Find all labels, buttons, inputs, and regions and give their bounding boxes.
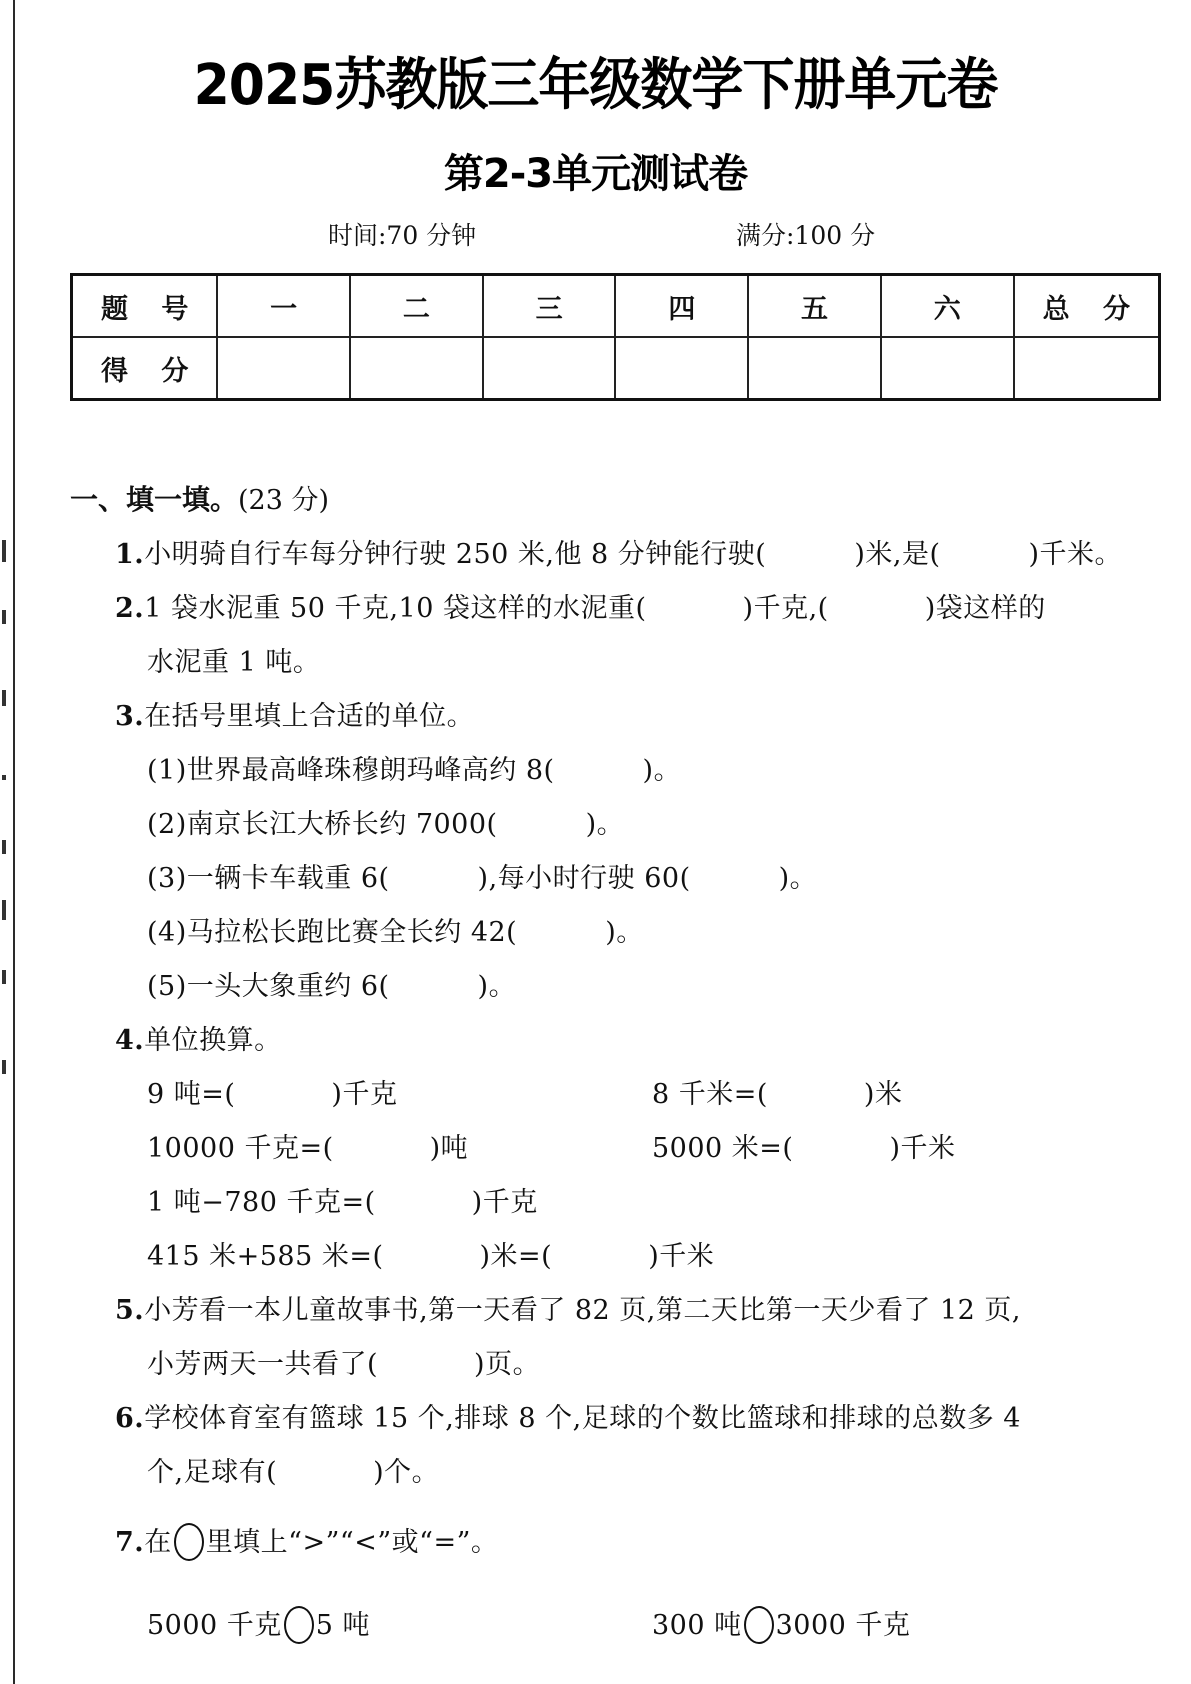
- conversion-text: )米=(: [479, 1241, 553, 1272]
- conversion-text: )吨: [429, 1133, 469, 1164]
- item-text: ),每小时行驶 60(: [477, 863, 691, 894]
- question-6-line-2: [147, 1450, 439, 1489]
- item-text: )。: [605, 917, 644, 948]
- conversion-text: )千米: [648, 1241, 715, 1272]
- conversion-row-4: [147, 1234, 714, 1273]
- conversion-row-1-right: [652, 1072, 902, 1111]
- exam-time: 时间:70 分钟: [328, 221, 477, 250]
- question-text: 1 袋水泥重 50 千克,10 袋这样的水泥重(: [144, 593, 647, 624]
- page-title: 2025苏教版三年级数学下册单元卷: [193, 53, 998, 118]
- conversion-text: 8 千米=(: [652, 1079, 768, 1110]
- question-3-item-5: [147, 964, 516, 1003]
- question-5: [115, 1288, 1021, 1327]
- header-cell-6: 六: [881, 275, 1014, 338]
- item-text: )。: [642, 755, 682, 786]
- question-3: [115, 694, 474, 733]
- section-title: 一、填一填。: [70, 483, 239, 516]
- item-text: )。: [477, 971, 517, 1002]
- margin-mark: [2, 775, 6, 780]
- margin-mark: [2, 900, 6, 920]
- question-text: 单位换算。: [144, 1025, 282, 1056]
- question-text: 在: [144, 1527, 172, 1558]
- question-text: )个。: [373, 1457, 440, 1488]
- compare-left: 5000 千克: [147, 1610, 282, 1641]
- question-2-line-2: 水泥重 1 吨。: [147, 647, 321, 678]
- item-text: )。: [778, 863, 818, 894]
- score-cell-5[interactable]: [748, 337, 881, 400]
- compare-item-2: [652, 1603, 910, 1646]
- score-row-label: 得 分: [72, 337, 218, 400]
- score-table-header-row: [72, 275, 1160, 338]
- conversion-text: 415 米+585 米=(: [147, 1241, 384, 1272]
- score-cell-total[interactable]: [1014, 337, 1160, 400]
- question-text: )袋这样的: [924, 593, 1046, 624]
- section-points: (23 分): [238, 485, 330, 516]
- compare-item-1: [147, 1603, 370, 1646]
- question-text: 个,足球有(: [147, 1457, 278, 1488]
- conversion-text: )千米: [889, 1133, 956, 1164]
- binding-margin-line: [13, 0, 15, 1684]
- item-text: (3)一辆卡车载重 6(: [147, 863, 390, 894]
- question-text: )千米。: [1028, 539, 1123, 570]
- question-text: )米,是(: [854, 539, 941, 570]
- item-text: (5)一头大象重约 6(: [147, 971, 390, 1002]
- score-cell-3[interactable]: [483, 337, 616, 400]
- margin-mark: [2, 970, 6, 984]
- score-cell-2[interactable]: [350, 337, 483, 400]
- conversion-row-3: [147, 1180, 538, 1219]
- score-cell-6[interactable]: [881, 337, 1014, 400]
- header-cell-question-no: 题 号: [72, 275, 218, 338]
- header-cell-5: 五: [748, 275, 881, 338]
- item-text: (1)世界最高峰珠穆朗玛峰高约 8(: [147, 755, 555, 786]
- question-text: 里填上“>”“<”或“=”。: [205, 1527, 499, 1558]
- compare-circle-input[interactable]: [744, 1606, 774, 1644]
- item-text: )。: [585, 809, 625, 840]
- question-3-item-3: [147, 856, 817, 895]
- question-text: )千克,(: [742, 593, 829, 624]
- score-cell-4[interactable]: [615, 337, 748, 400]
- header-cell-1: 一: [217, 275, 350, 338]
- conversion-text: )米: [863, 1079, 903, 1110]
- compare-right: 3000 千克: [775, 1610, 911, 1641]
- margin-mark: [2, 540, 6, 562]
- compare-left: 300 吨: [652, 1610, 742, 1641]
- conversion-row-1-left: [147, 1072, 397, 1111]
- score-table-score-row: [72, 337, 1160, 400]
- question-3-item-2: [147, 802, 624, 841]
- question-number: 3.: [115, 701, 145, 732]
- question-3-item-4: [147, 910, 644, 949]
- question-text: )页。: [474, 1349, 541, 1380]
- question-3-item-1: [147, 748, 681, 787]
- header-cell-4: 四: [615, 275, 748, 338]
- margin-mark: [2, 610, 6, 624]
- question-7: [115, 1520, 498, 1563]
- question-number: 2.: [115, 593, 145, 624]
- page-subtitle: 第2-3单元测试卷: [443, 151, 748, 197]
- question-number: 6.: [115, 1403, 145, 1434]
- question-6: [115, 1396, 1021, 1435]
- conversion-text: )千克: [471, 1187, 538, 1218]
- header-cell-3: 三: [483, 275, 616, 338]
- question-number: 4.: [115, 1025, 145, 1056]
- circle-icon: [174, 1523, 204, 1561]
- compare-right: 5 吨: [315, 1610, 371, 1641]
- header-cell-total: 总 分: [1014, 275, 1160, 338]
- conversion-text: 5000 米=(: [652, 1133, 794, 1164]
- full-score: 满分:100 分: [736, 221, 876, 250]
- conversion-row-2-left: [147, 1126, 468, 1165]
- conversion-row-2-right: [652, 1126, 956, 1165]
- question-text: 小明骑自行车每分钟行驶 250 米,他 8 分钟能行驶(: [144, 539, 767, 570]
- score-table: [70, 273, 1161, 401]
- question-text: 小芳两天一共看了(: [147, 1349, 379, 1380]
- score-cell-1[interactable]: [217, 337, 350, 400]
- compare-circle-input[interactable]: [284, 1606, 314, 1644]
- question-number: 5.: [115, 1295, 145, 1326]
- conversion-text: 9 吨=(: [147, 1079, 236, 1110]
- item-text: (4)马拉松长跑比赛全长约 42(: [147, 917, 518, 948]
- conversion-text: 10000 千克=(: [147, 1133, 334, 1164]
- question-text: 学校体育室有篮球 15 个,排球 8 个,足球的个数比篮球和排球的总数多 4: [144, 1403, 1021, 1434]
- margin-mark: [2, 1060, 6, 1074]
- conversion-text: 1 吨−780 千克=(: [147, 1187, 376, 1218]
- section-heading: [70, 478, 329, 518]
- question-text: 在括号里填上合适的单位。: [144, 701, 475, 732]
- question-5-line-2: [147, 1342, 540, 1381]
- question-2: [115, 586, 1046, 625]
- item-text: (2)南京长江大桥长约 7000(: [147, 809, 498, 840]
- question-number: 1.: [115, 539, 145, 570]
- question-number: 7.: [115, 1527, 145, 1558]
- question-4: [115, 1018, 282, 1057]
- conversion-text: )千克: [331, 1079, 398, 1110]
- margin-mark: [2, 840, 6, 854]
- question-1: [115, 532, 1122, 571]
- header-cell-2: 二: [350, 275, 483, 338]
- question-text: 小芳看一本儿童故事书,第一天看了 82 页,第二天比第一天少看了 12 页,: [144, 1295, 1021, 1326]
- margin-mark: [2, 690, 6, 706]
